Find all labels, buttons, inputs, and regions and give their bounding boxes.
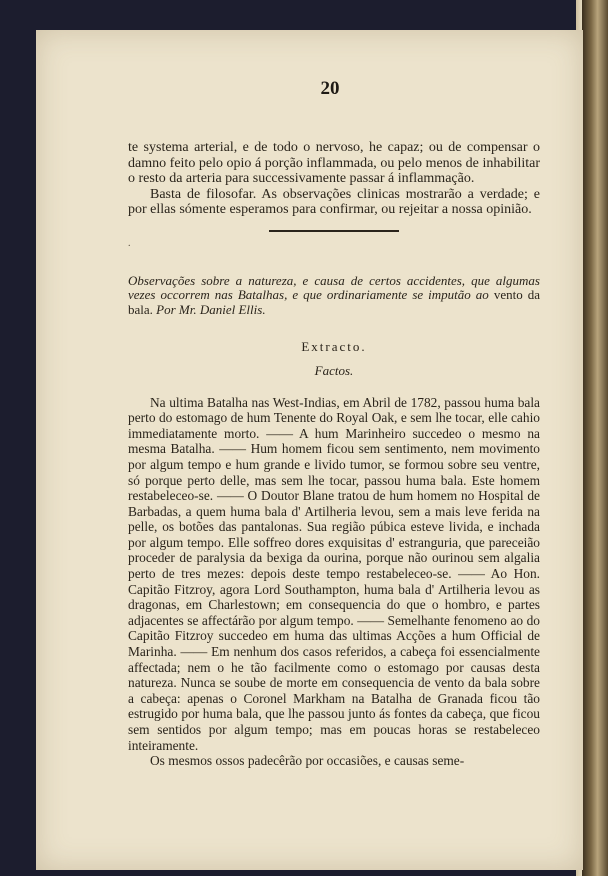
article-title-roman: vento da bala.	[128, 287, 540, 317]
page-content	[128, 140, 540, 769]
article-author: Por Mr. Daniel Ellis.	[156, 301, 266, 317]
intro-paragraph-2: Basta de filosofar. As observações clinicas mostrarão a verdade; e por ellas sómente esperamos para confirmar, ou rejeitar a nossa opinião.	[128, 186, 540, 218]
intro-paragraph-1: te systema arterial, e de todo o nervoso, he capaz; ou de compensar o damno feito pelo opio á porção inflammada, ou pelo menos de inhabilitar o resto da arteria para successivamente passar á inflammação.	[128, 140, 540, 187]
section-divider	[269, 230, 399, 232]
book-spine	[582, 0, 608, 876]
article-title	[128, 274, 540, 318]
body-paragraph-2: Os mesmos ossos padecêrão por occasiões, e causas seme-	[150, 753, 465, 769]
page-number: 20	[320, 78, 340, 99]
body-paragraph-1: Na ultima Batalha nas West-Indias, em Abril de 1782, passou huma bala perto do estomago de hum Tenente do Royal Oak, e sem lhe tocar, elle cahio immediatamente morto. —— A hum Marinheiro succedeo o mesmo na mesma Batalha. —— Hum homem ficou sem sentimento, nem movimento por algum tempo e hum grande e livido tumor, se formou sobre seu ventre, só porque perto delle, mas sem lhe tocar, passou huma bala. Este homem restabeleceo-se. —— O Doutor Blane tratou de hum homem no Hospital de Barbadas, a quem huma bala d' Artilheria levou, sem a mais leve ferida na pelle, os botões das pantalonas. Sua região púbica esteve livida, e inchada por algum tempo. Elle soffreo dores exquisitas d' estranguria, que pareceião proceder de paralysia da bexiga da ourina, porque não ourinou sem algalia perto de tres mezes: depois deste tempo restabeleceo-se. —— Ao Hon. Capitão Fitzroy, agora Lord Southampton, huma bala d' Artilheria levou as dragonas, em Charlestown; em consequencia do que o hombro, e partes adjacentes se affectárão por algum tempo. —— Semelhante fenomeno ao do Capitão Fitzroy succedeo em huma das ultimas Acções a hum Official de Marinha. —— Em nenhum dos casos referidos, a cabeça foi essencialmente affectada; nem o he tão facilmente como o estomago por causas desta natureza. Nunca se soube de morte em consequencia de vento da bala sobre a cabeça: apenas o Coronel Markham na Batalha de Granada ficou tão estrugido por huma bala, que lhe passou junto ás fontes da cabeça, que ficou sem sentidos por algum tempo; mas em poucas horas se restabeleceo inteiramente.	[128, 394, 540, 753]
margin-mark: .	[128, 237, 131, 249]
article-title-italic: Observações sobre a natureza, e causa de certos accidentes, que algumas vezes occorrem nas Batalhas, e que ordinariamente se imputão ao	[128, 272, 540, 303]
section-heading: Extracto.	[301, 339, 367, 355]
subheading: Factos.	[314, 362, 354, 378]
